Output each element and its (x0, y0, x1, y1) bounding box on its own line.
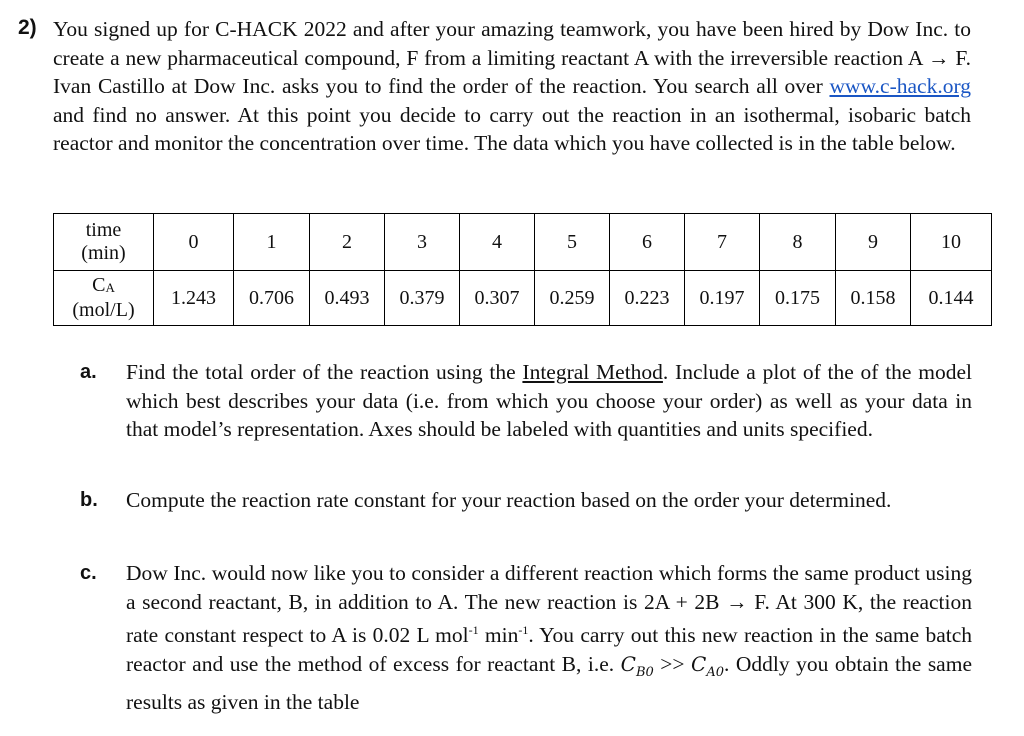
time-cell: 6 (610, 214, 685, 271)
cb0-symbol: $C_{B0}$ (620, 651, 654, 680)
concentration-cell: 0.706 (234, 271, 310, 326)
concentration-cell: 0.197 (685, 271, 760, 326)
concentration-cell: 0.223 (610, 271, 685, 326)
intro-text-1: You signed up for C-HACK 2022 and after your amazing teamwork, you have been hired by Dow Inc. to create a new pharmaceutical compound, F from a limiting reactant A with the irreversible reaction A (53, 17, 971, 70)
time-cell: 9 (836, 214, 911, 271)
concentration-cell: 0.379 (385, 271, 460, 326)
ca0-symbol: $C_{A0}$ (691, 651, 724, 680)
concentration-cell: 0.259 (535, 271, 610, 326)
time-cell: 0 (154, 214, 234, 271)
time-cell: 2 (310, 214, 385, 271)
time-cell: 8 (760, 214, 836, 271)
concentration-cell: 1.243 (154, 271, 234, 326)
concentration-cell: 0.307 (460, 271, 535, 326)
reaction-arrow: → (928, 45, 950, 70)
part-a-label: a. (80, 361, 97, 383)
concentration-row (54, 271, 992, 326)
part-b-label: b. (80, 489, 98, 511)
question-number: 2) (18, 16, 37, 39)
concentration-cell: 0.144 (911, 271, 992, 326)
time-header: time (min) (54, 214, 154, 271)
intro-text-2: F. Ivan Castillo at Dow Inc. asks you to find the order of the reaction. You search all over (53, 45, 971, 99)
time-cell: 3 (385, 214, 460, 271)
part-a-text: Find the total order of the reaction using the Integral Method. Include a plot of the of the model which best describes your data (i.e. from which you choose your order) as well as your data in that model’s representation. Axes should be labeled with quantities and units specified. (126, 360, 972, 442)
integral-method-term: Integral Method (522, 360, 663, 384)
time-cell: 10 (911, 214, 992, 271)
time-cell: 7 (685, 214, 760, 271)
concentration-cell: 0.158 (836, 271, 911, 326)
chack-link[interactable]: www.c-hack.org (829, 74, 971, 99)
part-b (80, 486, 972, 515)
part-c (80, 559, 972, 716)
intro-text-3: and find no answer. At this point you decide to carry out the reaction in an isothermal, isobaric batch reactor and monitor the concentration over time. The data which you have collected is in the table below. (53, 102, 971, 156)
time-cell: 5 (535, 214, 610, 271)
data-table (53, 213, 992, 326)
time-cell: 1 (234, 214, 310, 271)
part-a (80, 358, 972, 444)
concentration-cell: 0.175 (760, 271, 836, 326)
time-cell: 4 (460, 214, 535, 271)
part-c-label: c. (80, 562, 97, 584)
part-b-text: Compute the reaction rate constant for your reaction based on the order your determined. (126, 488, 892, 512)
time-row (54, 214, 992, 271)
part-c-text: Dow Inc. would now like you to consider a different reaction which forms the same product using a second reactant, B, in addition to A. The new reaction is 2A + 2B → F. At 300 K, the reaction rate constant respect to A is 0.02 L mol$^{-1}$ $\min^{-1}$. You carry out this new reaction in the same batch reactor and use the method of excess for reactant B, i.e. $C_{B0} >> C_{A0}$. Oddly you obtain the same results as given in the table (126, 561, 973, 714)
question-intro (53, 15, 971, 158)
concentration-cell: 0.493 (310, 271, 385, 326)
concentration-header: CA (mol/L) (54, 271, 154, 326)
